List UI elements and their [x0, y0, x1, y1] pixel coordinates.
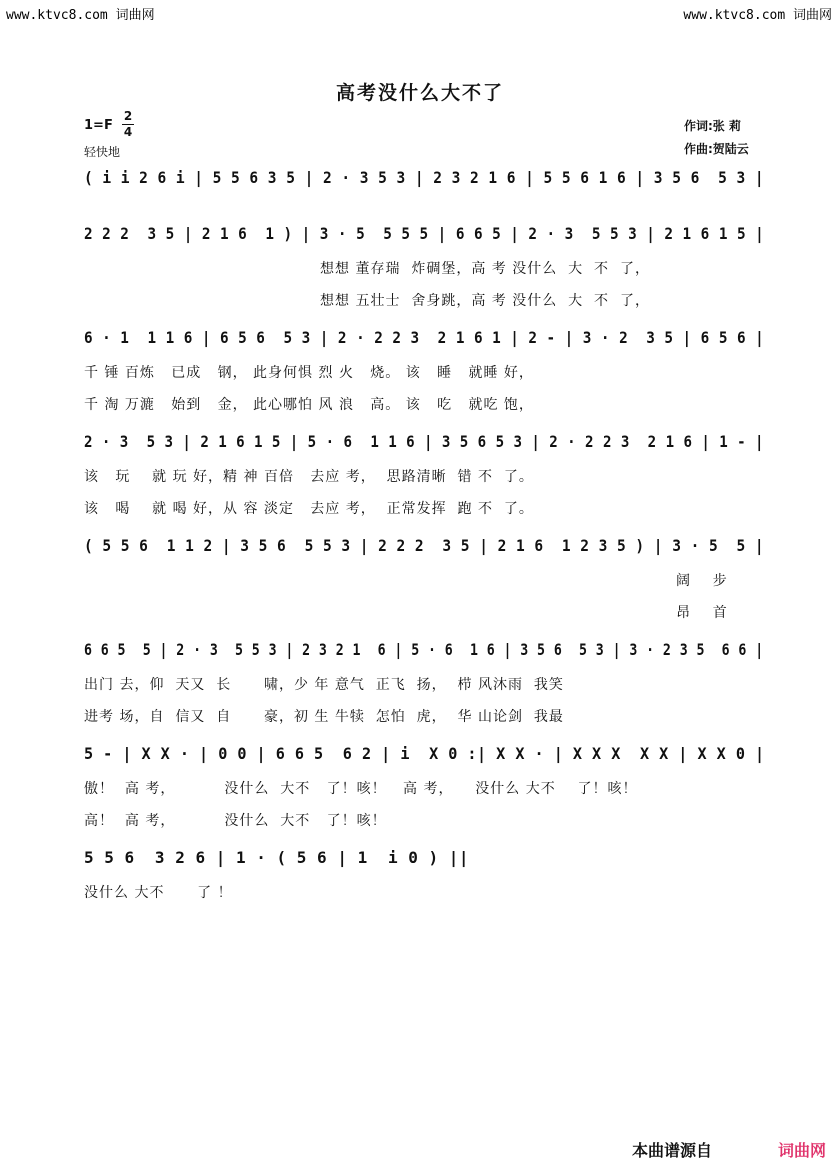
time-signature: [122, 110, 134, 139]
lyricist: 作词:张 莉: [684, 119, 741, 133]
lyric-line-6b: 进考 场，自 信又 自 豪，初 生 牛犊 怎怕 虎， 华 山论剑 我最: [84, 709, 564, 725]
notation-line-4: 2 · 3 5 3 | 2 1 6 1 5 | 5 · 6 1 1 6 | 3 5 6 5 3 | 2 · 2 2 3 2 1 6 | 1 - |: [84, 432, 764, 451]
watermark-right: www.ktvc8.com 词曲网: [683, 8, 832, 23]
lyric-line-7b: 高！ 高 考， 没什么 大不 了！咳！: [84, 813, 387, 829]
notation-line-3: 6 · 1 1 1 6 | 6 5 6 5 3 | 2 · 2 2 3 2 1 6 1 | 2 - | 3 · 2 3 5 | 6 5 6 |: [84, 328, 765, 347]
lyric-line-8a: 没什么 大不 了 ！: [84, 885, 233, 901]
lyric-line-6a: 出门 去，仰 天又 长 啸，少 年 意气 正飞 扬， 栉 风沐雨 我笑: [84, 677, 564, 693]
time-signature-top: 2: [123, 109, 133, 123]
lyric-line-4a: 该 玩 就 玩 好，精 神 百倍 去应 考， 思路清晰 错 不 了。: [84, 469, 534, 485]
lyric-line-5b: 昂 首: [676, 605, 728, 621]
song-title: 高考没什么大不了: [335, 82, 504, 104]
key-signature: 1=F: [84, 118, 113, 133]
lyric-line-2b: 想想 五壮士 舍身跳，高 考 没什么 大 不 了，: [320, 293, 650, 309]
lyric-line-4b: 该 喝 就 喝 好，从 容 淡定 去应 考， 正常发挥 跑 不 了。: [84, 501, 534, 517]
footer-site-link[interactable]: 词曲网: [778, 1141, 827, 1160]
notation-line-2: 2 2 2 3 5 | 2 1 6 1 ) | 3 · 5 5 5 5 | 6 6 5 | 2 · 3 5 5 3 | 2 1 6 1 5 |: [84, 224, 765, 243]
notation-line-6: 6 6 5 5 | 2 · 3 5 5 3 | 2 3 2 1 6 | 5 · 6 1 6 | 3 5 6 5 3 | 3 · 2 3 5 6 6 |: [84, 640, 764, 659]
notation-line-5: ( 5 5 6 1 1 2 | 3 5 6 5 5 3 | 2 2 2 3 5 | 2 1 6 1 2 3 5 ) | 3 · 5 5 |: [84, 536, 765, 555]
notation-line-8: 5 5 6 3 2 6 | 1 · ( 5 6 | 1 i 0 ) ||: [84, 848, 470, 867]
notation-line-7: 5 - | X X · | 0 0 | 6 6 5 6 2 | i X 0 :| X X · | X X X X X | X X 0 |: [84, 744, 765, 763]
lyric-line-3a: 千 锤 百炼 已成 钢， 此身何惧 烈 火 烧。 该 睡 就睡 好，: [84, 365, 534, 381]
lyric-line-2a: 想想 董存瑞 炸碉堡，高 考 没什么 大 不 了，: [320, 261, 650, 277]
watermark-left: www.ktvc8.com 词曲网: [6, 8, 155, 23]
lyric-line-3b: 千 淘 万漉 始到 金， 此心哪怕 风 浪 高。 该 吃 就吃 饱，: [84, 397, 534, 413]
composer: 作曲:贺陆云: [684, 142, 749, 156]
tempo-marking: 轻快地: [84, 145, 121, 159]
time-signature-bottom: 4: [123, 125, 133, 139]
lyric-line-5a: 阔 步: [676, 573, 728, 589]
lyric-line-7a: 傲！ 高 考， 没什么 大不 了！咳！ 高 考， 没什么 大不 了！咳！: [84, 781, 638, 797]
footer-source: 本曲谱源自: [632, 1141, 713, 1160]
notation-line-1: ( i i 2 6 i | 5 5 6 3 5 | 2 · 3 5 3 | 2 3 2 1 6 | 5 5 6 1 6 | 3 5 6 5 3 |: [84, 168, 765, 187]
